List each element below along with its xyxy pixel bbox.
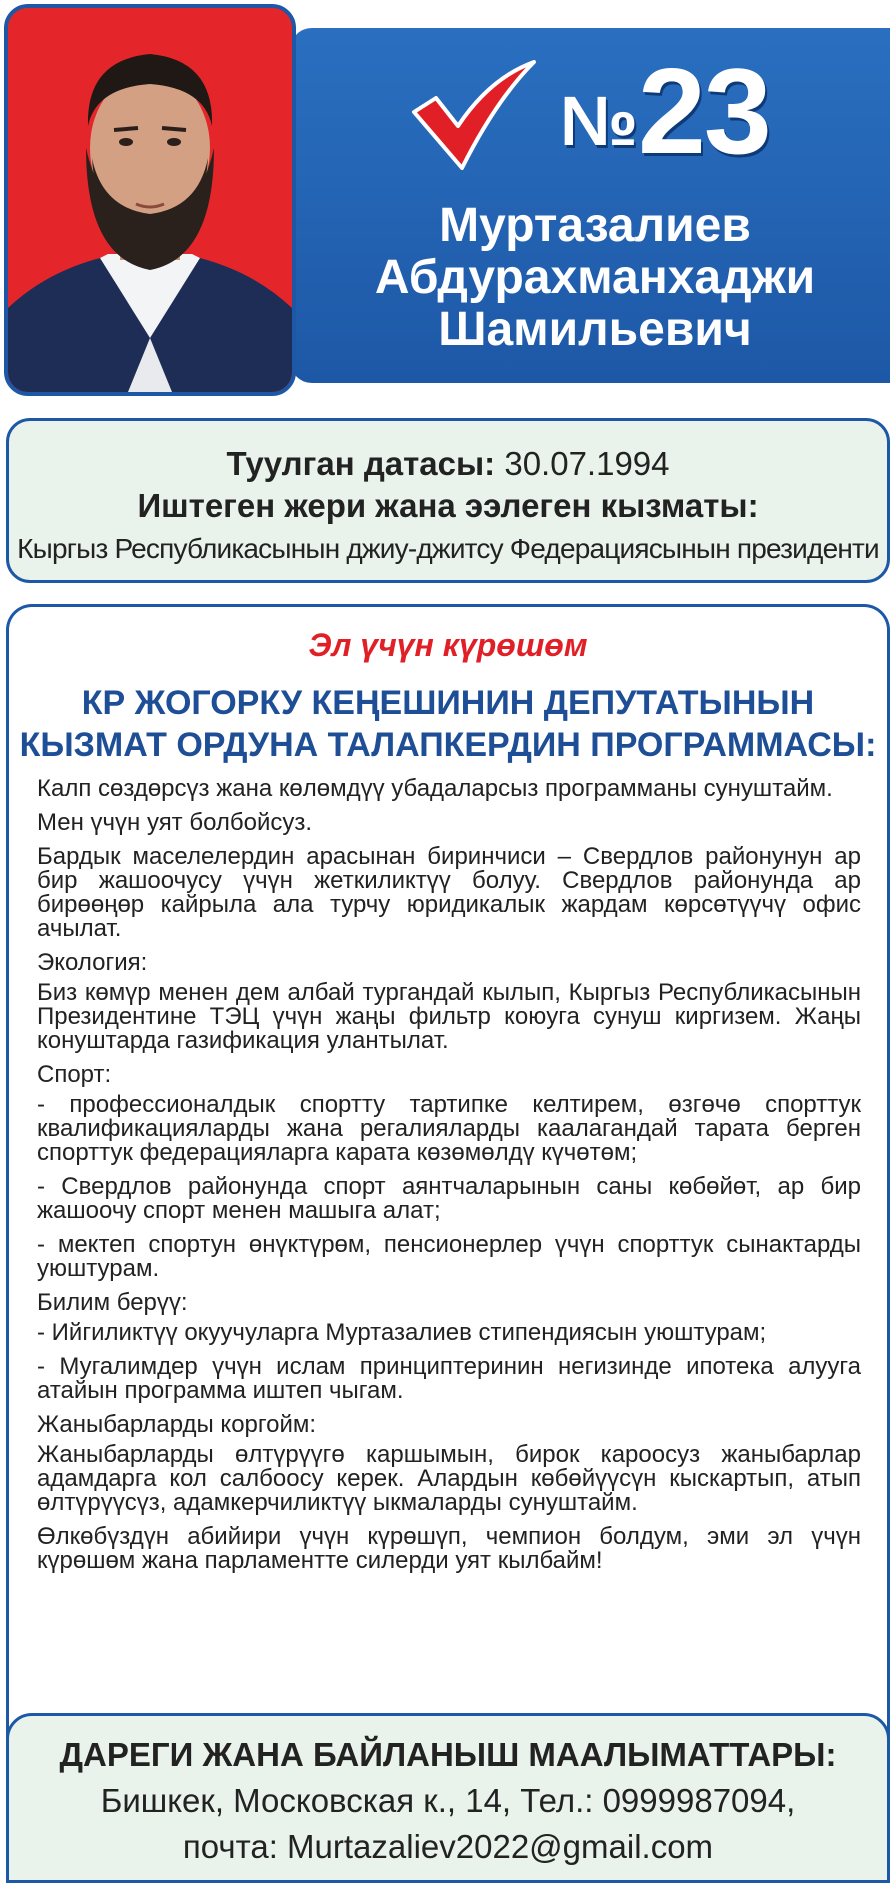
candidate-photo: [4, 4, 296, 396]
paragraph: - Мугалимдер үчүн ислам принциптеринин негизинде ипотека алууга атайын программа иштеп чыгам.: [37, 1353, 861, 1404]
name-line-1: Муртазалиев: [439, 199, 751, 252]
paragraph: - профессионалдык спортту тартипке келтирем, өзгөчө спорттук квалификацияларды жана регалияларды каалагандай тарата берген спорттук федерацияларга карата көзөмөлдү күчөтөм;: [37, 1091, 861, 1166]
paragraph: - Свердлов районунда спорт аянтчаларынын саны көбөйөт, ар бир жашоочу спорт менен машыга алат;: [37, 1173, 861, 1224]
paragraph: - Ийгиликтүү окуучуларга Муртазалиев стипендиясын уюштурам;: [37, 1319, 767, 1346]
paragraph: Жаныбарларды өлтүрүүгө каршымын, бирок кароосуз жаныбарлар адамдарга кол салбоосу керек. Алардын көбөйүүсүн кыскартып, атып өлтүрүүсүз, адамкерчиликтүү ыкмаларды сунуштайм.: [37, 1441, 861, 1516]
birth-date: 30.07.1994: [504, 445, 670, 482]
job-value: Кыргыз Республикасынын джиу-джитсу Федерациясынын президенти: [17, 533, 879, 564]
program-title: [9, 682, 887, 766]
program-title-line-1: КР ЖОГОРКУ КЕҢЕШИНИН ДЕПУТАТЫНЫН: [81, 684, 815, 722]
check-mark-icon: [410, 60, 540, 175]
contact-title: ДАРЕГИ ЖАНА БАЙЛАНЫШ МААЛЫМАТТАРЫ:: [59, 1736, 837, 1773]
section-heading: Билим берүү:: [37, 1289, 188, 1316]
name-line-2: Абдурахманхаджи: [374, 251, 816, 304]
contact-box: [6, 1713, 890, 1883]
candidate-name: [300, 200, 890, 356]
info-box: [6, 418, 890, 583]
program-box: [6, 604, 890, 1876]
name-line-3: Шамильевич: [438, 303, 752, 356]
candidate-number: [560, 43, 770, 179]
number-value: 23: [638, 43, 770, 179]
contact-address: Бишкек, Московская к., 14, Тел.: 0999987094,: [100, 1782, 796, 1819]
section-heading: Экология:: [37, 949, 148, 976]
program-text: [37, 777, 861, 1583]
paragraph: - мектеп спортун өнүктүрөм, пенсионерлер үчүн спорттук сынактарды уюштурам.: [37, 1231, 861, 1282]
program-title-line-2: КЫЗМАТ ОРДУНА ТАЛАПКЕРДИН ПРОГРАММАСЫ:: [19, 726, 877, 764]
paragraph: Бардык маселелердин арасынан биринчиси – Свердлов районунун ар бир жашоочусу үчүн жеткиликтүү болуу. Свердлов районунда ар бирөөңөр кайрыла ала турчу юридикалык жардам көрсөтүүчү офис ачылат.: [37, 843, 861, 942]
birth-label: Туулган датасы:: [226, 445, 496, 482]
slogan: Эл үчүн күрөшөм: [308, 627, 588, 663]
job-label: Иштеген жери жана ээлеген кызматы:: [137, 487, 759, 524]
section-heading: Спорт:: [37, 1061, 112, 1088]
number-sign: №: [560, 82, 639, 160]
contact-email: почта: Murtazaliev2022@gmail.com: [182, 1828, 714, 1865]
birth-row: [9, 445, 887, 483]
paragraph: Мен үчүн уят болбойсуз.: [37, 809, 313, 836]
section-heading: Жаныбарларды коргойм:: [37, 1411, 317, 1438]
paragraph: Биз көмүр менен дем албай тургандай кылып, Кыргыз Республикасынын Президентине ТЭЦ үчүн жаңы фильтр коюуга сунуш киргизем. Жаңы конуштарда газификация улантылат.: [37, 979, 861, 1054]
paragraph: Калп сөздөрсүз жана көлөмдүү убадаларсыз программаны сунуштайм.: [37, 775, 833, 802]
paragraph: Өлкөбүздүн абийири үчүн күрөшүп, чемпион болдум, эми эл үчүн күрөшөм жана парламентте силерди уят кылбайм!: [37, 1523, 861, 1574]
